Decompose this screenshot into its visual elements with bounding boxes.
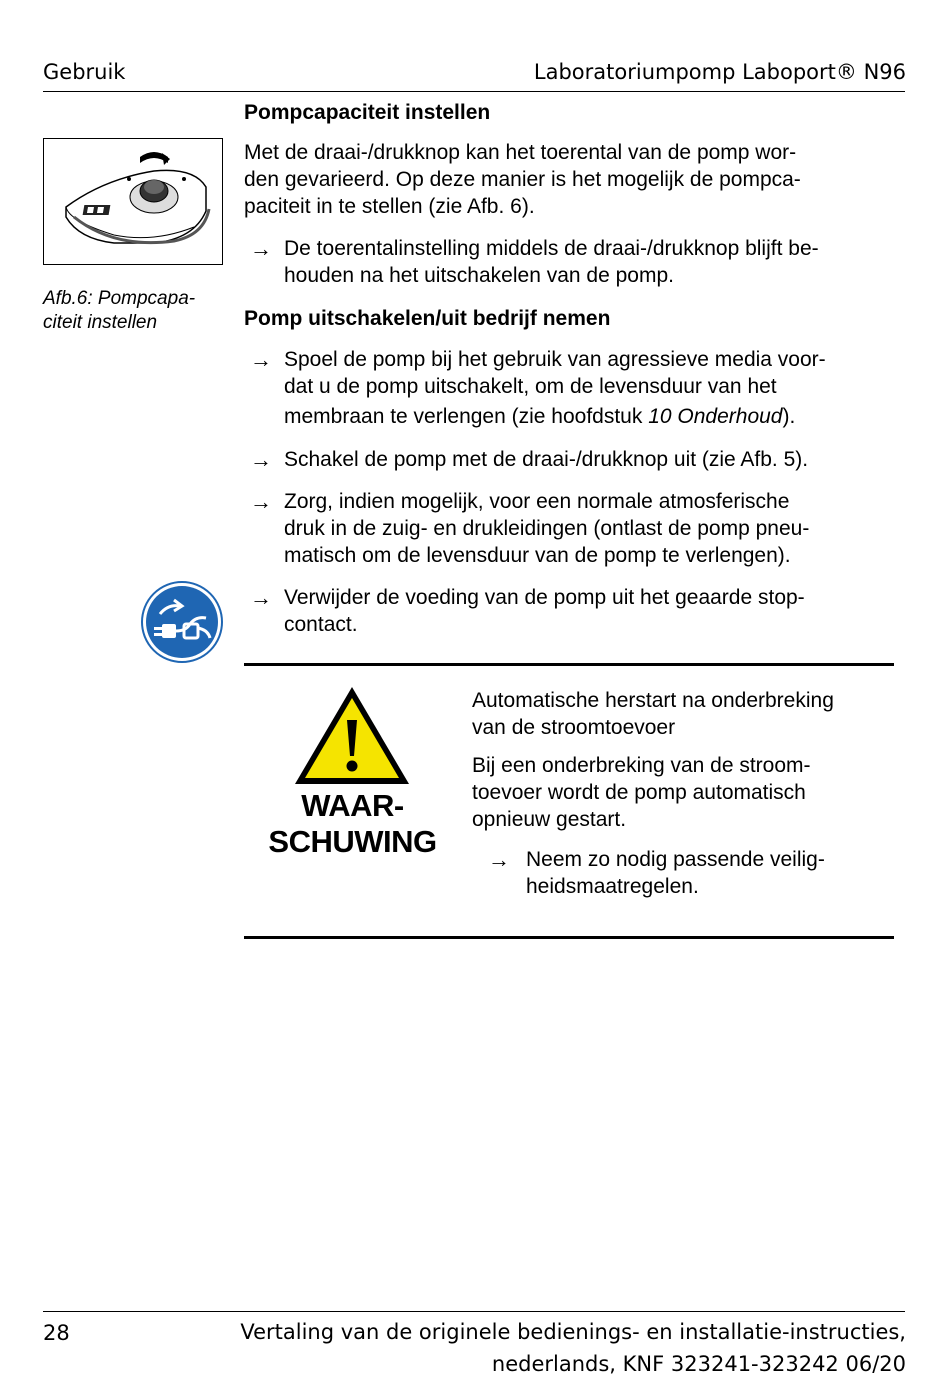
- text-line: Zorg, indien mogelijk, voor een normale atmosferische: [284, 490, 790, 513]
- header-divider: [43, 91, 905, 92]
- signal-word-line: WAAR-: [301, 788, 404, 823]
- text-line: den gevarieerd. Op deze manier is het mogelijk de pompca-: [244, 168, 801, 191]
- header-product: Laboratoriumpomp Laboport® N96: [533, 60, 906, 84]
- text-line: toevoer wordt de pomp automatisch: [472, 781, 806, 804]
- pump-knob-figure: [43, 138, 223, 265]
- text-line: druk in de zuig- en drukleidingen (ontlast de pomp pneu-: [284, 517, 810, 540]
- text-line: paciteit in te stellen (zie Afb. 6).: [244, 195, 535, 218]
- figure-caption-line: Afb.6: Pompcapa-: [43, 288, 196, 309]
- footer-line: nederlands, KNF 323241-323242 06/20: [491, 1352, 906, 1376]
- footer-text: [240, 1316, 906, 1380]
- capacity-heading: Pompcapaciteit instellen: [244, 101, 491, 124]
- warning-body: [472, 752, 902, 833]
- text-line: Verwijder de voeding van de pomp uit het geaarde stop-: [284, 586, 805, 609]
- warning-title: [472, 687, 902, 741]
- text-segment: membraan te verlengen (zie hoofdstuk: [284, 405, 649, 428]
- text-line: Schakel de pomp met de draai-/drukknop uit (zie Afb. 5).: [284, 448, 809, 471]
- warning-signal-word: [250, 788, 455, 860]
- text-line: opnieuw gestart.: [472, 808, 627, 831]
- disconnect-plug-icon: [140, 580, 224, 664]
- arrow-bullet-icon: →: [488, 847, 510, 872]
- capacity-paragraph: [244, 139, 904, 220]
- text-line: De toerentalinstelling middels de draai-/drukknop blijft be-: [284, 237, 819, 260]
- warning-triangle-icon: [292, 684, 412, 788]
- figure-caption-line: citeit instellen: [43, 312, 158, 333]
- header-section: Gebruik: [43, 60, 126, 84]
- text-line: heidsmaatregelen.: [526, 875, 699, 898]
- signal-word-line: SCHUWING: [268, 824, 437, 859]
- text-line: Neem zo nodig passende veilig-: [526, 848, 825, 871]
- text-line: [284, 403, 910, 430]
- warning-bottom-rule: [244, 936, 894, 939]
- shutdown-bullet-switch-off: [250, 446, 910, 473]
- arrow-bullet-icon: →: [250, 447, 272, 472]
- footer-line: Vertaling van de originele bedienings- en installatie-instructies,: [240, 1320, 906, 1344]
- warning-action: [488, 846, 908, 900]
- text-line: matisch om de levensduur van de pomp te verlengen).: [284, 544, 791, 567]
- text-line: Automatische herstart na onderbreking: [472, 689, 834, 712]
- shutdown-bullet-disconnect: [250, 584, 910, 638]
- figure-caption: [43, 287, 233, 335]
- footer-divider: [43, 1311, 905, 1312]
- capacity-bullet: [250, 235, 910, 289]
- shutdown-bullet-pressure: [250, 488, 910, 569]
- text-line: dat u de pomp uitschakelt, om de levensduur van het: [284, 375, 777, 398]
- text-line: Spoel de pomp bij het gebruik van agressieve media voor-: [284, 348, 826, 371]
- chapter-reference: 10 Onderhoud: [648, 405, 783, 428]
- warning-top-rule: [244, 663, 894, 666]
- shutdown-heading: Pomp uitschakelen/uit bedrijf nemen: [244, 307, 611, 330]
- text-line: van de stroomtoevoer: [472, 716, 676, 739]
- arrow-bullet-icon: →: [250, 489, 272, 514]
- text-line: Bij een onderbreking van de stroom-: [472, 754, 811, 777]
- text-segment: ).: [782, 405, 796, 428]
- arrow-bullet-icon: →: [250, 236, 272, 261]
- page-number: 28: [43, 1321, 70, 1345]
- shutdown-bullet-rinse: [250, 346, 910, 430]
- text-line: houden na het uitschakelen van de pomp.: [284, 264, 674, 287]
- arrow-bullet-icon: →: [250, 347, 272, 372]
- text-line: Met de draai-/drukknop kan het toerental van de pomp wor-: [244, 141, 797, 164]
- arrow-bullet-icon: →: [250, 585, 272, 610]
- text-line: contact.: [284, 613, 358, 636]
- pump-knob-illustration-icon: [44, 139, 222, 264]
